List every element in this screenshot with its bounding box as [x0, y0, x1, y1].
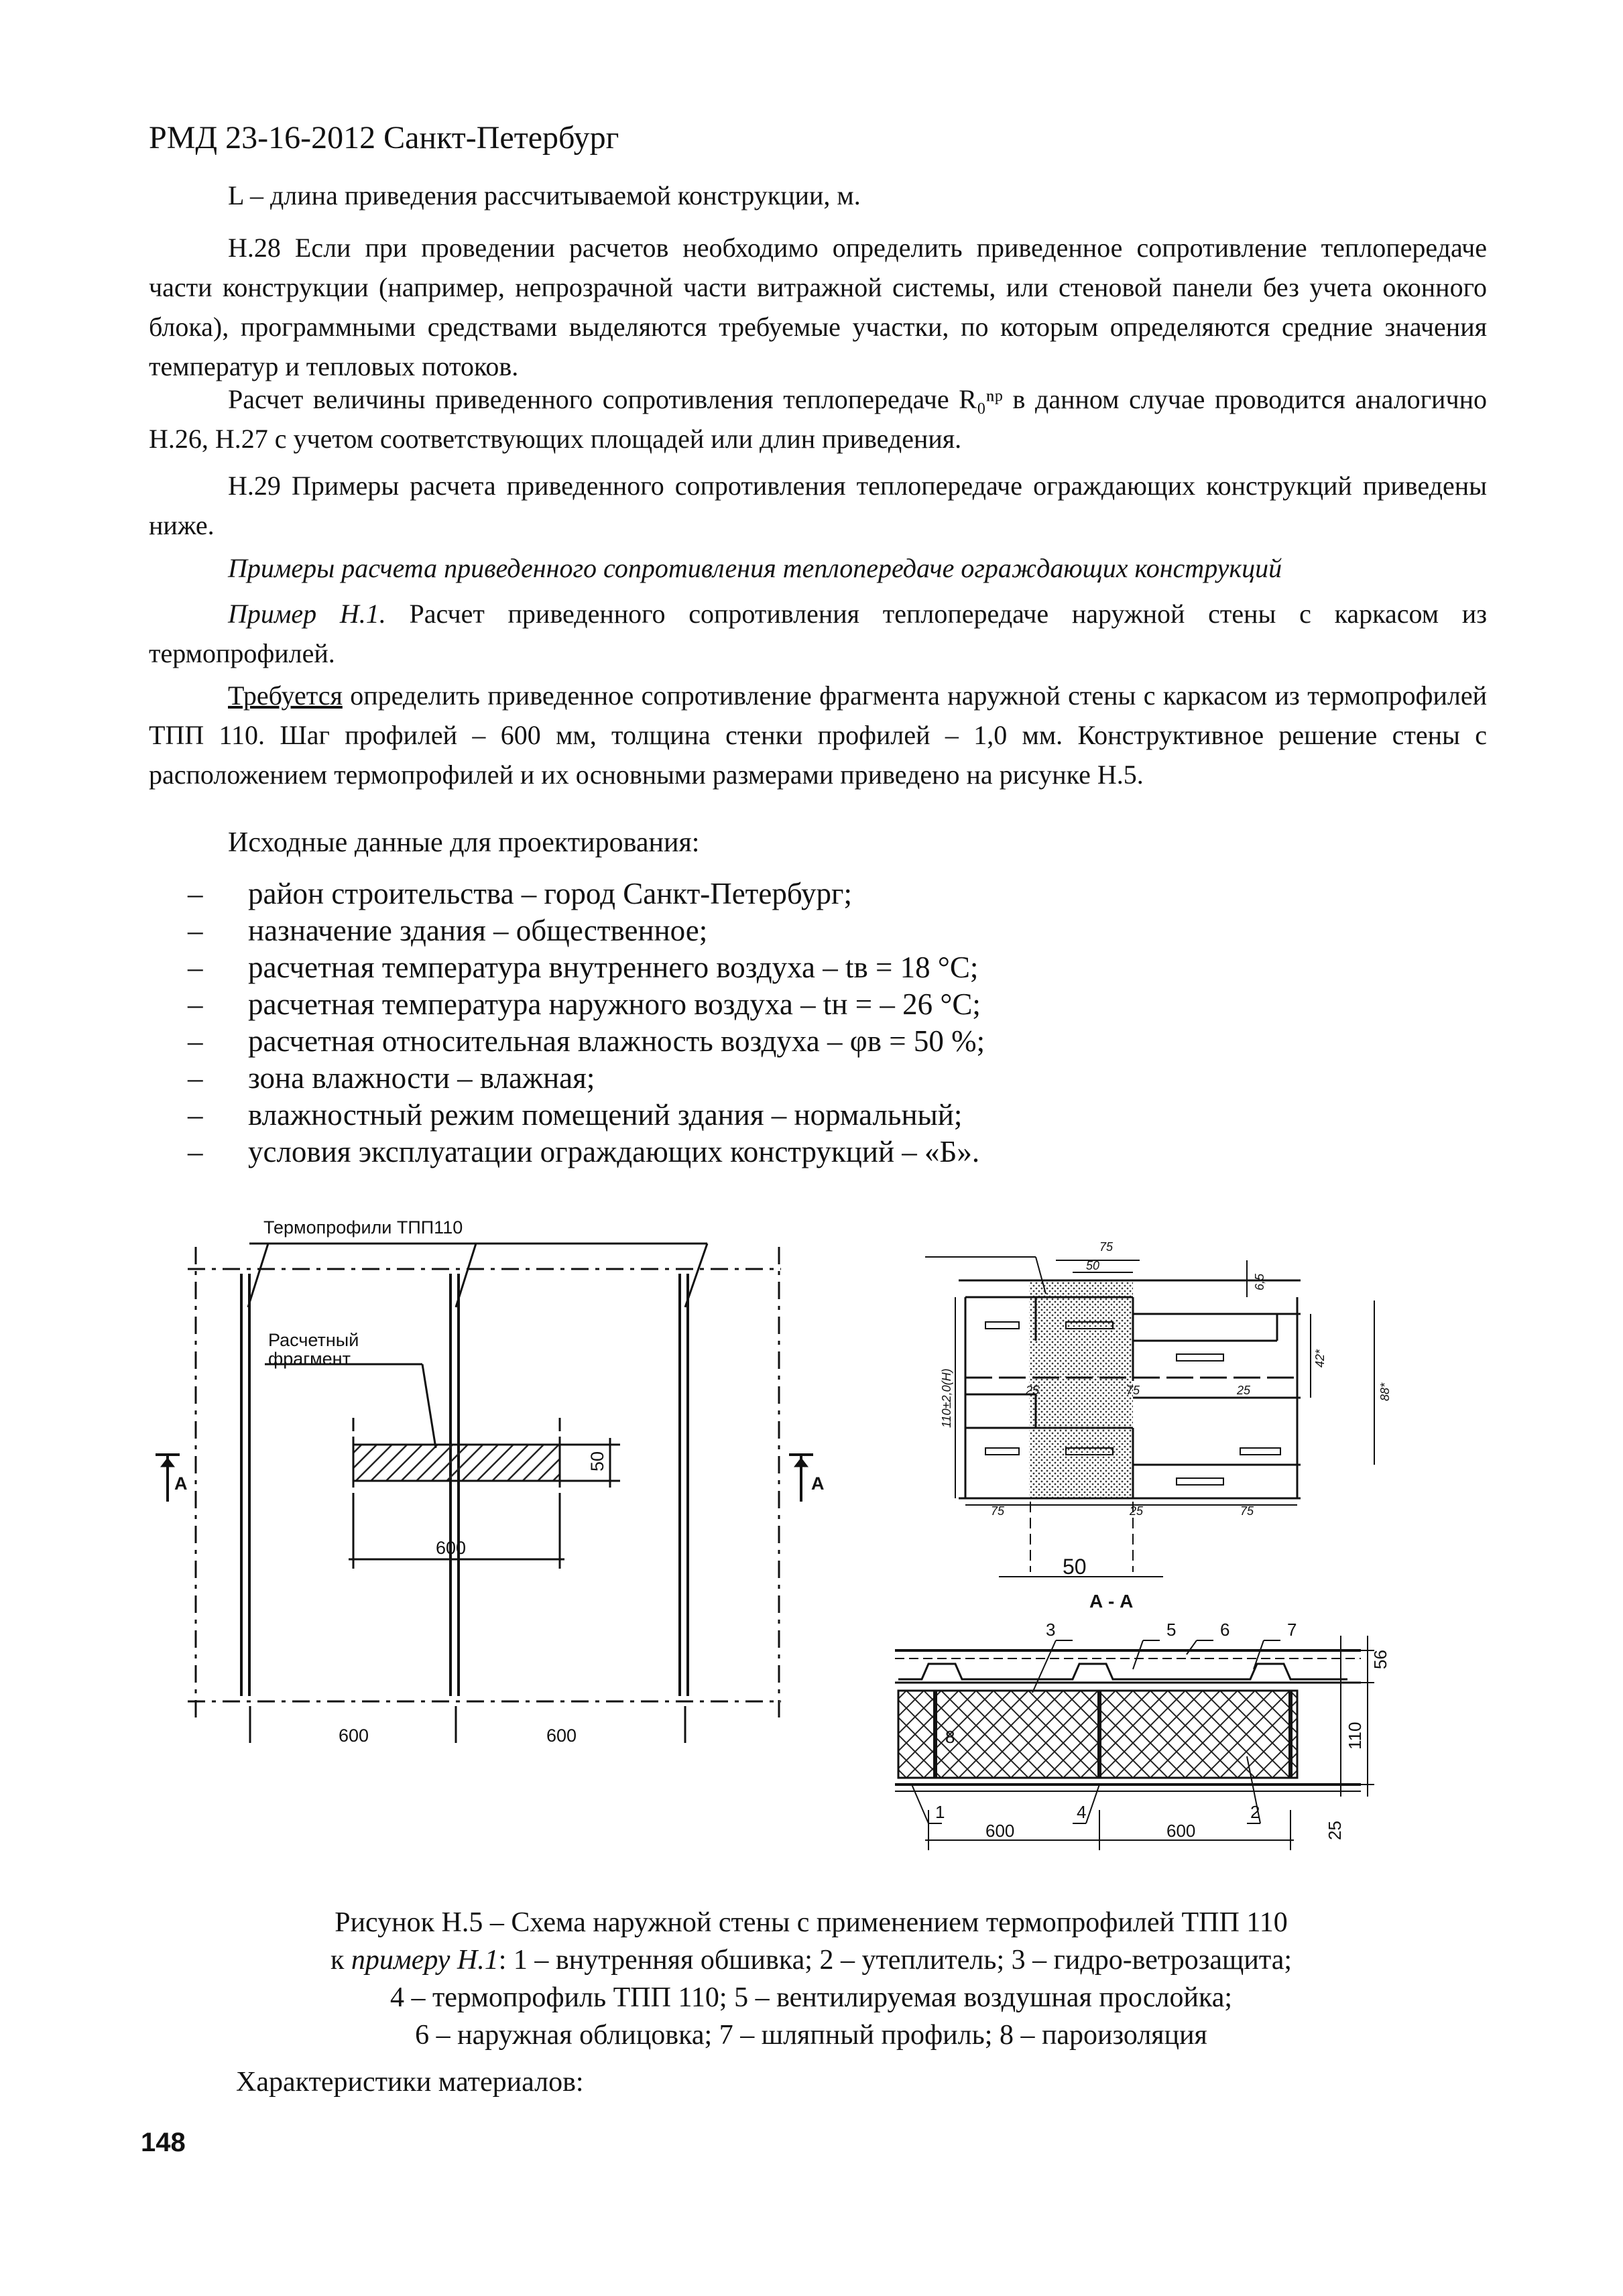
- profile-dim: 50: [1086, 1259, 1100, 1272]
- callout-7: 7: [1287, 1620, 1297, 1640]
- materials-heading: Характеристики материалов:: [236, 2067, 584, 2098]
- dim-600-a: 600: [339, 1726, 369, 1746]
- profile-dim: 25: [1130, 1504, 1144, 1518]
- list-item: – влажностный режим помещений здания – нормальный;: [188, 1097, 1394, 1134]
- callout-1: 1: [935, 1802, 945, 1822]
- section-dim-600-b: 600: [1166, 1821, 1196, 1841]
- thermoprofile-label: Термопрофили ТПП110: [263, 1217, 463, 1237]
- caption-line: Рисунок Н.5 – Схема наружной стены с применением термопрофилей ТПП 110: [335, 1907, 1288, 1938]
- callout-4: 4: [1077, 1802, 1087, 1822]
- list-item: – условия эксплуатации ограждающих конструкций – «Б».: [188, 1134, 1394, 1170]
- list-item: – зона влажности – влажная;: [188, 1060, 1394, 1097]
- list-item: – расчетная относительная влажность воздуха – φв = 50 %;: [188, 1023, 1394, 1060]
- callout-3: 3: [1046, 1620, 1056, 1640]
- profile-dim: 88*: [1378, 1382, 1392, 1401]
- dim-600-b: 600: [546, 1726, 577, 1746]
- section-mark-right: А: [811, 1473, 825, 1494]
- callout-6: 6: [1220, 1620, 1230, 1640]
- section-title: А - А: [1089, 1591, 1134, 1612]
- profile-dim-50: 50: [1063, 1555, 1087, 1579]
- thermoprofile-detail-drawing: [925, 1257, 1374, 1577]
- section-mark-left: А: [174, 1473, 188, 1494]
- section-dim-110: 110: [1345, 1721, 1365, 1750]
- list-item: – район строительства – город Санкт-Петербург;: [188, 875, 1394, 912]
- profile-dim: 42*: [1313, 1349, 1327, 1368]
- caption-line: 6 – наружная облицовка; 7 – шляпный профиль; 8 – пароизоляция: [415, 2020, 1207, 2051]
- profile-dim: 75: [1099, 1240, 1114, 1254]
- profile-dim: 75: [991, 1504, 1005, 1518]
- wall-elevation-drawing: [156, 1244, 813, 1743]
- profile-dim: 6,5: [1253, 1273, 1266, 1290]
- figure-n5: [154, 1210, 1428, 1894]
- paragraph-example-n1: [149, 594, 1487, 673]
- page-header: РМД 23-16-2012 Санкт-Петербург: [149, 120, 619, 156]
- paragraph-required: [149, 676, 1487, 794]
- caption-lead: к: [330, 1945, 351, 1976]
- calc-fragment-label-1: Расчетный: [268, 1330, 359, 1350]
- required-label: Требуется: [228, 680, 343, 711]
- profile-dim: 25: [1026, 1384, 1040, 1397]
- paragraph-n29: Н.29 Примеры расчета приведенного сопротивления теплопередаче ограждающих конструкций приведены ниже.: [149, 471, 1487, 540]
- profile-dim: 25: [1237, 1384, 1251, 1397]
- dim-50: 50: [587, 1451, 607, 1471]
- example-n1-text: Расчет приведенного сопротивления теплопередаче наружной стены с каркасом из термопрофилей.: [149, 599, 1487, 668]
- caption-line: 4 – термопрофиль ТПП 110; 5 – вентилируемая воздушная прослойка;: [389, 1982, 1233, 2013]
- callout-2: 2: [1250, 1802, 1260, 1822]
- required-text: определить приведенное сопротивление фрагмента наружной стены с каркасом из термопрофилей ТПП 110. Шаг профилей – 600 мм, толщина стенки профилей – 1,0 мм. Конструктивное решение стены с расположением термопрофилей и их основными размерами приведено на рисунке Н.5.: [149, 680, 1487, 790]
- section-dim-25: 25: [1325, 1821, 1345, 1840]
- figure-caption: [221, 1904, 1401, 2054]
- callout-5: 5: [1166, 1620, 1177, 1640]
- paragraph-r0-calc: Расчет величины приведенного сопротивления теплопередаче R₀ⁿᵖ в данном случае проводится аналогично Н.26, Н.27 с учетом соответствующих площадей или длин приведения.: [149, 384, 1487, 454]
- initial-data-heading: Исходные данные для проектирования:: [228, 827, 700, 858]
- section-heading-examples: Примеры расчета приведенного сопротивления теплопередаче ограждающих конструкций: [228, 553, 1282, 583]
- calc-fragment-label-2: фрагмент: [268, 1349, 351, 1369]
- caption-rest: : 1 – внутренняя обшивка; 2 – утеплитель; 3 – гидро-ветрозащита;: [498, 1945, 1293, 1976]
- profile-dim: 75: [1240, 1504, 1254, 1518]
- list-item: – назначение здания – общественное;: [188, 912, 1394, 949]
- caption-example-ref: примеру Н.1: [351, 1945, 499, 1976]
- section-dim-56: 56: [1370, 1650, 1390, 1669]
- paragraph-n28: Н.28 Если при проведении расчетов необходимо определить приведенное сопротивление теплопередаче части конструкции (например, непрозрачной части витражной системы, или стеновой панели без учета оконного блока), программными средствами выделяются требуемые участки, по которым определяются средние значения температур и тепловых потоков.: [149, 233, 1487, 381]
- list-item: – расчетная температура наружного воздуха – tн = – 26 °С;: [188, 986, 1394, 1023]
- profile-dim: 75: [1126, 1384, 1140, 1397]
- initial-data-list: [188, 875, 1394, 1170]
- caption-line: [221, 1941, 1401, 1979]
- callout-8: 8: [945, 1727, 955, 1747]
- page-number: 148: [141, 2128, 186, 2157]
- section-dim-600-a: 600: [985, 1821, 1015, 1841]
- list-item: – расчетная температура внутреннего воздуха – tв = 18 °С;: [188, 949, 1394, 986]
- example-n1-label: Пример Н.1.: [228, 599, 386, 629]
- section-a-a-drawing: [895, 1636, 1374, 1850]
- dim-600-center: 600: [436, 1538, 467, 1558]
- profile-dim: 110±2,0(H): [940, 1368, 953, 1428]
- paragraph-l-definition: L – длина приведения рассчитываемой конструкции, м.: [228, 180, 861, 210]
